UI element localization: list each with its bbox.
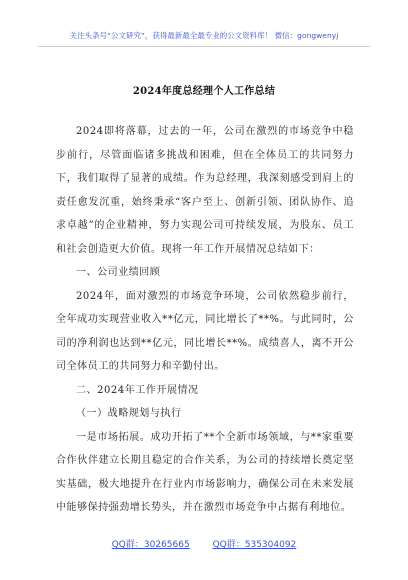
header-note: 关注头条号“公文研究”，获得最新最全最专业的公文资料库！ 微信：gongwenyj — [69, 31, 339, 40]
footer-qq-link-1[interactable]: QQ群：30265665 — [111, 540, 190, 550]
footer-qq-link-2[interactable]: QQ群：535304092 — [212, 540, 297, 550]
document-title: 2024年度总经理个人工作总结 — [132, 86, 276, 97]
section-paragraph-1: 2024年，面对激烈的市场竞争环境，公司依然稳步前行，全年成功实现营业收入**亿元，同比增长了**%。与此同时，公司的净利润也达到**亿元，同比增长**%。成绩喜人，离不开公司全体员工的共同努力和辛勤付出。 — [56, 290, 354, 372]
intro-paragraph: 2024即将落幕，过去的一年，公司在激烈的市场竞争中稳步前行，尽管面临诸多挑战和困难，但在全体员工的共同努力下，我们取得了显著的成绩。作为总经理，我深刻感受到肩上的责任愈发沉重，始终秉承“客户至上、创新引领、团队协作、追求卓越”的企业精神，努力实现公司可持续发展，为股东、员工和社会创造更大价值。现将一年工作开展情况总结如下： — [56, 126, 354, 255]
document-body — [56, 120, 354, 520]
footer-contacts — [0, 537, 408, 550]
section-heading-2: 二、2024年工作开展情况 — [76, 384, 199, 396]
section-heading-1: 一、公司业绩回顾 — [76, 267, 161, 278]
subsection-heading-1: （一）战略规划与执行 — [76, 408, 182, 419]
header-divider — [38, 46, 370, 47]
subsection-paragraph-1: 一是市场拓展。成功开拓了**个全新市场领域，与**家重要合作伙伴建立长期且稳定的合作关系，为公司的持续增长奠定坚实基础，极大地提升在行业内市场影响力，确保公司在未来发展中能够保持强劲增长势头，并在激烈市场竞争中占据有利地位。 — [56, 431, 354, 513]
